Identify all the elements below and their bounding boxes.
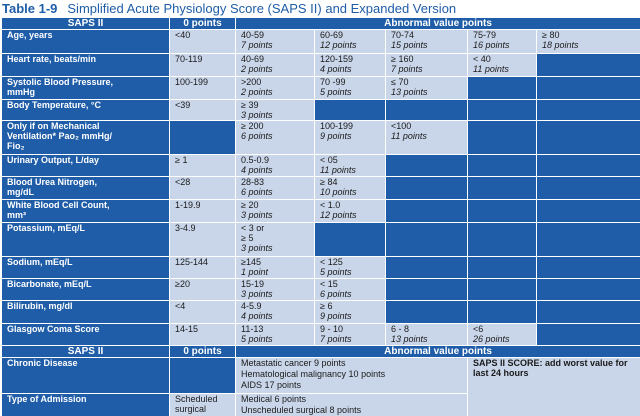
- cell-range: 28-83: [241, 177, 265, 187]
- admission-zero-line: surgical: [175, 404, 207, 414]
- cell-range: < 40: [473, 54, 491, 64]
- admission-line: Medical 6 points: [241, 394, 307, 404]
- empty-cell: [386, 177, 468, 200]
- cell-range: ≥ 84: [320, 177, 338, 187]
- abnormal-cell: [315, 257, 386, 279]
- row-label-line: Ventilation* Pao₂ mmHg/: [7, 131, 113, 141]
- chronic-disease-line: Metastatic cancer 9 points: [241, 358, 346, 368]
- zero-points-value: ≥ 1: [175, 155, 188, 165]
- abnormal-cell: [468, 30, 537, 54]
- empty-cell: [537, 121, 640, 155]
- zero-points-cell: [170, 30, 236, 54]
- cell-points: 12 points: [320, 210, 357, 220]
- cell-points: 7 points: [391, 64, 423, 74]
- cell-range: 70 -99: [320, 77, 346, 87]
- cell-range: 9 - 10: [320, 324, 344, 334]
- cell-points: 15 points: [391, 40, 428, 50]
- cell-range: < 1.0: [320, 200, 341, 210]
- zero-points-value: 3-4.9: [175, 223, 196, 233]
- cell-points: 9 points: [320, 131, 352, 141]
- abnormal-cell: [315, 324, 386, 346]
- row-label-line: mg/dL: [7, 187, 34, 197]
- empty-cell: [537, 177, 640, 200]
- zero-points-cell: [170, 77, 236, 100]
- row-label-line: Systolic Blood Pressure,: [7, 77, 114, 87]
- zero-points-cell: [170, 301, 236, 324]
- saps-score-note: SAPS II SCORE: add worst value for last 24 hours: [468, 358, 640, 416]
- zero-points-cell: [170, 324, 236, 346]
- empty-cell: [468, 223, 537, 257]
- empty-cell: [386, 279, 468, 301]
- cell-range: 0.5-0.9: [241, 155, 270, 165]
- zero-points-cell: [170, 155, 236, 177]
- abnormal-cell: [315, 121, 386, 155]
- cell-range: 75-79: [473, 30, 497, 40]
- lower-header-saps: SAPS II: [2, 346, 170, 358]
- empty-cell: [468, 121, 537, 155]
- abnormal-cell: [236, 223, 315, 257]
- zero-points-value: <40: [175, 30, 191, 40]
- abnormal-cell: [236, 155, 315, 177]
- row-label: [2, 100, 170, 121]
- abnormal-cell: [386, 324, 468, 346]
- chronic-disease-values: [236, 358, 468, 394]
- abnormal-cell: [537, 30, 640, 54]
- cell-points: 13 points: [391, 334, 428, 344]
- table-number: Table 1-9: [2, 1, 58, 16]
- abnormal-cell: [315, 177, 386, 200]
- cell-range: < 125: [320, 257, 343, 267]
- abnormal-cell: [386, 54, 468, 77]
- lower-header-abnormal-points: Abnormal value points: [236, 346, 640, 358]
- row-label: [2, 155, 170, 177]
- header-saps: SAPS II: [2, 18, 170, 30]
- table-row: [2, 30, 640, 54]
- cell-points: 11 points: [391, 131, 427, 141]
- empty-cell: [468, 200, 537, 223]
- row-label-line: Sodium, mEq/L: [7, 257, 73, 267]
- table-row: [2, 257, 640, 279]
- abnormal-cell: [315, 279, 386, 301]
- cell-points: 4 points: [320, 64, 352, 74]
- row-label-line: Fio₂: [7, 141, 25, 151]
- cell-range: 15-19: [241, 279, 265, 289]
- admission-label: Type of Admission: [2, 394, 170, 416]
- table-row: [2, 301, 640, 324]
- abnormal-cell: [236, 177, 315, 200]
- chronic-disease-zero-cell: [170, 358, 236, 394]
- row-label: [2, 324, 170, 346]
- table-title: [0, 0, 640, 17]
- abnormal-cell: [236, 279, 315, 301]
- zero-points-value: <28: [175, 177, 191, 187]
- empty-cell: [537, 223, 640, 257]
- cell-range: < 3 or: [241, 223, 265, 233]
- cell-points: 5 points: [241, 334, 273, 344]
- empty-cell: [315, 100, 386, 121]
- zero-points-value: 1-19.9: [175, 200, 201, 210]
- empty-cell: [468, 77, 537, 100]
- empty-cell: [468, 257, 537, 279]
- cell-range: ≥ 80: [542, 30, 560, 40]
- cell-points: 18 points: [542, 40, 579, 50]
- admission-zero-line: Scheduled: [175, 394, 218, 404]
- row-label-line: mmHg: [7, 87, 36, 97]
- cell-range: 60-69: [320, 30, 344, 40]
- zero-points-value: <4: [175, 301, 186, 311]
- empty-cell: [386, 155, 468, 177]
- zero-points-value: 70-119: [175, 54, 203, 64]
- zero-points-cell: [170, 100, 236, 121]
- empty-cell: [468, 279, 537, 301]
- empty-cell: [386, 257, 468, 279]
- cell-points: 6 points: [241, 131, 273, 141]
- cell-points: 2 points: [241, 87, 273, 97]
- cell-range: ≥ 20: [241, 200, 259, 210]
- row-label: [2, 200, 170, 223]
- row-label: [2, 77, 170, 100]
- row-label-line: Only if on Mechanical: [7, 121, 100, 131]
- empty-cell: [386, 301, 468, 324]
- cell-points: 7 points: [241, 40, 273, 50]
- cell-range: >200: [241, 77, 262, 87]
- cell-points: 13 points: [391, 87, 428, 97]
- cell-points: 1 point: [241, 267, 269, 277]
- row-label-line: Urinary Output, L/day: [7, 155, 100, 165]
- zero-points-cell: [170, 223, 236, 257]
- abnormal-cell: [236, 301, 315, 324]
- cell-range: <6: [473, 324, 484, 334]
- cell-points: 26 points: [473, 334, 510, 344]
- abnormal-cell: [315, 301, 386, 324]
- lower-header-zero-points: 0 points: [170, 346, 236, 358]
- abnormal-cell: [315, 155, 386, 177]
- row-label-line: Glasgow Coma Score: [7, 324, 100, 334]
- abnormal-cell: [468, 324, 537, 346]
- row-label: [2, 279, 170, 301]
- zero-points-cell: [170, 121, 236, 155]
- cell-range: 6 - 8: [391, 324, 410, 334]
- empty-cell: [537, 324, 640, 346]
- cell-points: 3 points: [241, 110, 273, 120]
- empty-cell: [386, 100, 468, 121]
- row-label-line: mm³: [7, 210, 27, 220]
- chronic-disease-line: Hematological malignancy 10 points: [241, 369, 386, 379]
- cell-range: 40-69: [241, 54, 265, 64]
- table-row: [2, 100, 640, 121]
- abnormal-cell: [315, 30, 386, 54]
- cell-range: ≥ 5: [241, 233, 254, 243]
- abnormal-cell: [236, 77, 315, 100]
- cell-points: 2 points: [241, 64, 273, 74]
- abnormal-cell: [236, 30, 315, 54]
- cell-points: 4 points: [241, 311, 273, 321]
- row-label: [2, 54, 170, 77]
- lower-header-row: [2, 346, 640, 358]
- abnormal-cell: [236, 200, 315, 223]
- cell-points: 3 points: [241, 289, 273, 299]
- cell-points: 5 points: [320, 87, 352, 97]
- cell-range: ≥145: [241, 257, 261, 267]
- cell-range: ≥ 200: [241, 121, 264, 131]
- row-label-line: Blood Urea Nitrogen,: [7, 177, 98, 187]
- empty-cell: [537, 257, 640, 279]
- chronic-disease-row: [2, 358, 640, 394]
- abnormal-cell: [315, 77, 386, 100]
- table-row: [2, 223, 640, 257]
- row-label-line: Heart rate, beats/min: [7, 54, 97, 64]
- abnormal-cell: [386, 30, 468, 54]
- table-body: [2, 30, 640, 416]
- cell-points: 7 points: [320, 334, 352, 344]
- zero-points-cell: [170, 54, 236, 77]
- empty-cell: [386, 223, 468, 257]
- table-row: [2, 200, 640, 223]
- cell-points: 11 points: [473, 64, 509, 74]
- empty-cell: [315, 223, 386, 257]
- table-row: [2, 121, 640, 155]
- header-zero-points: 0 points: [170, 18, 236, 30]
- empty-cell: [537, 54, 640, 77]
- empty-cell: [537, 77, 640, 100]
- table-row: [2, 54, 640, 77]
- zero-points-value: 100-199: [175, 77, 209, 87]
- table-row: [2, 279, 640, 301]
- zero-points-value: <39: [175, 100, 191, 110]
- empty-cell: [468, 155, 537, 177]
- cell-points: 10 points: [320, 187, 357, 197]
- chronic-disease-label: Chronic Disease: [2, 358, 170, 394]
- saps-table: [1, 17, 640, 416]
- empty-cell: [386, 200, 468, 223]
- row-label: [2, 257, 170, 279]
- cell-range: 11-13: [241, 324, 264, 334]
- row-label-line: Age, years: [7, 30, 53, 40]
- abnormal-cell: [236, 121, 315, 155]
- zero-points-cell: [170, 257, 236, 279]
- row-label: [2, 301, 170, 324]
- cell-points: 6 points: [241, 187, 273, 197]
- cell-range: ≥ 6: [320, 301, 333, 311]
- abnormal-cell: [236, 324, 315, 346]
- cell-points: 16 points: [473, 40, 510, 50]
- empty-cell: [537, 100, 640, 121]
- admission-zero-cell: [170, 394, 236, 416]
- row-label: [2, 177, 170, 200]
- abnormal-cell: [386, 77, 468, 100]
- empty-cell: [537, 279, 640, 301]
- abnormal-cell: [468, 54, 537, 77]
- cell-range: < 15: [320, 279, 338, 289]
- cell-range: 4-5.9: [241, 301, 262, 311]
- empty-cell: [537, 155, 640, 177]
- table-row: [2, 77, 640, 100]
- cell-range: ≥ 39: [241, 100, 259, 110]
- zero-points-value: ≥20: [175, 279, 190, 289]
- header-row: [2, 18, 640, 30]
- cell-range: 70-74: [391, 30, 415, 40]
- row-label-line: Bicarbonate, mEq/L: [7, 279, 92, 289]
- zero-points-cell: [170, 200, 236, 223]
- table-row: [2, 177, 640, 200]
- abnormal-cell: [236, 100, 315, 121]
- cell-points: 5 points: [320, 267, 352, 277]
- admission-line: Unscheduled surgical 8 points: [241, 405, 362, 415]
- cell-points: 4 points: [241, 165, 273, 175]
- empty-cell: [537, 200, 640, 223]
- cell-range: <100: [391, 121, 412, 131]
- table-row: [2, 155, 640, 177]
- chronic-disease-line: AIDS 17 points: [241, 380, 302, 390]
- cell-range: 40-59: [241, 30, 265, 40]
- cell-points: 11 points: [320, 165, 356, 175]
- cell-points: 6 points: [320, 289, 352, 299]
- cell-points: 3 points: [241, 243, 273, 253]
- cell-range: ≥ 160: [391, 54, 414, 64]
- abnormal-cell: [236, 54, 315, 77]
- header-abnormal-points: Abnormal value points: [236, 18, 640, 30]
- empty-cell: [468, 301, 537, 324]
- abnormal-cell: [236, 257, 315, 279]
- row-label: [2, 223, 170, 257]
- row-label: [2, 30, 170, 54]
- row-label-line: Body Temperature, °C: [7, 100, 101, 110]
- cell-range: 120-159: [320, 54, 354, 64]
- cell-range: < 05: [320, 155, 338, 165]
- cell-range: 100-199: [320, 121, 354, 131]
- row-label: [2, 121, 170, 155]
- empty-cell: [537, 301, 640, 324]
- row-label-line: Bilirubin, mg/dl: [7, 301, 73, 311]
- row-label-line: White Blood Cell Count,: [7, 200, 110, 210]
- zero-points-value: 14-15: [175, 324, 199, 334]
- zero-points-cell: [170, 279, 236, 301]
- cell-points: 9 points: [320, 311, 352, 321]
- empty-cell: [468, 100, 537, 121]
- cell-points: 3 points: [241, 210, 273, 220]
- abnormal-cell: [315, 200, 386, 223]
- empty-cell: [468, 177, 537, 200]
- zero-points-cell: [170, 177, 236, 200]
- admission-values: [236, 394, 468, 416]
- table-title-text: Simplified Acute Physiology Score (SAPS II) and Expanded Version: [67, 1, 457, 16]
- cell-points: 12 points: [320, 40, 357, 50]
- row-label-line: Potassium, mEq/L: [7, 223, 86, 233]
- cell-range: ≤ 70: [391, 77, 409, 87]
- abnormal-cell: [315, 54, 386, 77]
- table-row: [2, 324, 640, 346]
- abnormal-cell: [386, 121, 468, 155]
- zero-points-value: 125-144: [175, 257, 209, 267]
